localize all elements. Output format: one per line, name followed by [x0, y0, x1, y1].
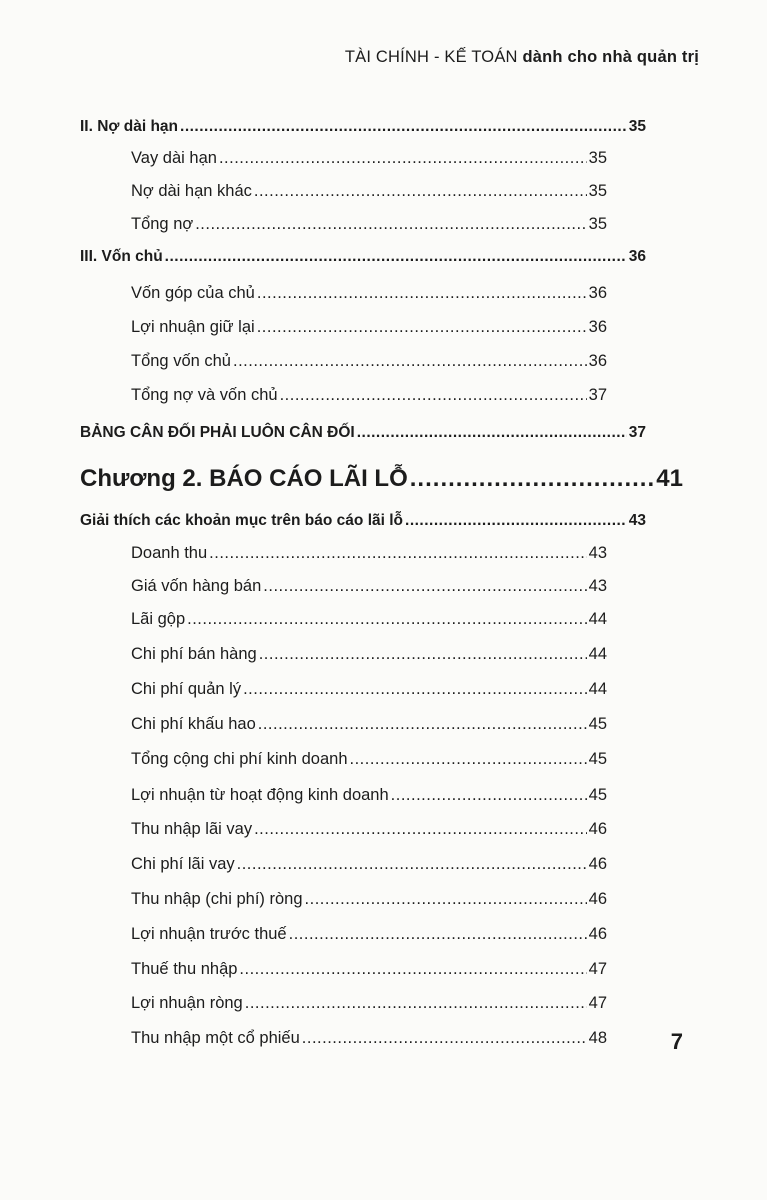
toc-item: Giá vốn hàng bán ..... 43 [131, 577, 607, 596]
toc-item: Tổng nợ ..... 35 [131, 215, 607, 234]
toc-item: Nợ dài hạn khác ..... 35 [131, 182, 607, 201]
header-title: TÀI CHÍNH - KẾ TOÁN [344, 48, 518, 66]
toc-chapter: Chương 2. BÁO CÁO LÃI LỖ ..... 41 [80, 465, 683, 493]
toc-item: Lợi nhuận trước thuế ..... 46 [131, 925, 607, 944]
toc-item: Thu nhập một cổ phiếu ..... 48 [131, 1029, 607, 1048]
toc-item: Thuế thu nhập ..... 47 [131, 960, 607, 979]
toc-item: Chi phí khấu hao ..... 45 [131, 715, 607, 734]
toc-item: Lợi nhuận từ hoạt động kinh doanh ..... 45 [131, 786, 607, 805]
toc-item: Tổng vốn chủ ..... 36 [131, 352, 607, 371]
toc-item: Lãi gộp ..... 44 [131, 610, 607, 629]
toc-item: Thu nhập (chi phí) ròng ..... 46 [131, 890, 607, 909]
toc-section: II. Nợ dài hạn ..... 35 [80, 118, 646, 136]
toc-section: III. Vốn chủ ..... 36 [80, 248, 646, 266]
toc-item: Lợi nhuận ròng ..... 47 [131, 994, 607, 1013]
toc-item: Lợi nhuận giữ lại ..... 36 [131, 318, 607, 337]
toc-item: Vay dài hạn ..... 35 [131, 149, 607, 168]
toc-item: Thu nhập lãi vay ..... 46 [131, 820, 607, 839]
toc-item: Chi phí bán hàng ..... 44 [131, 645, 607, 664]
header-subtitle: dành cho nhà quản trị [522, 48, 699, 66]
toc-item: Vốn góp của chủ ..... 36 [131, 284, 607, 303]
toc-section: Giải thích các khoản mục trên báo cáo lãi lỗ ..... 43 [80, 512, 646, 530]
toc-item: Chi phí lãi vay ..... 46 [131, 855, 607, 874]
toc-item: Doanh thu ..... 43 [131, 544, 607, 563]
toc-item: Chi phí quản lý ..... 44 [131, 680, 607, 699]
page-number: 7 [670, 1029, 683, 1054]
toc-item: Tổng nợ và vốn chủ ..... 37 [131, 386, 607, 405]
toc-item: Tổng cộng chi phí kinh doanh ..... 45 [131, 750, 607, 769]
toc-section: BẢNG CÂN ĐỐI PHẢI LUÔN CÂN ĐỐI ..... 37 [80, 424, 646, 442]
